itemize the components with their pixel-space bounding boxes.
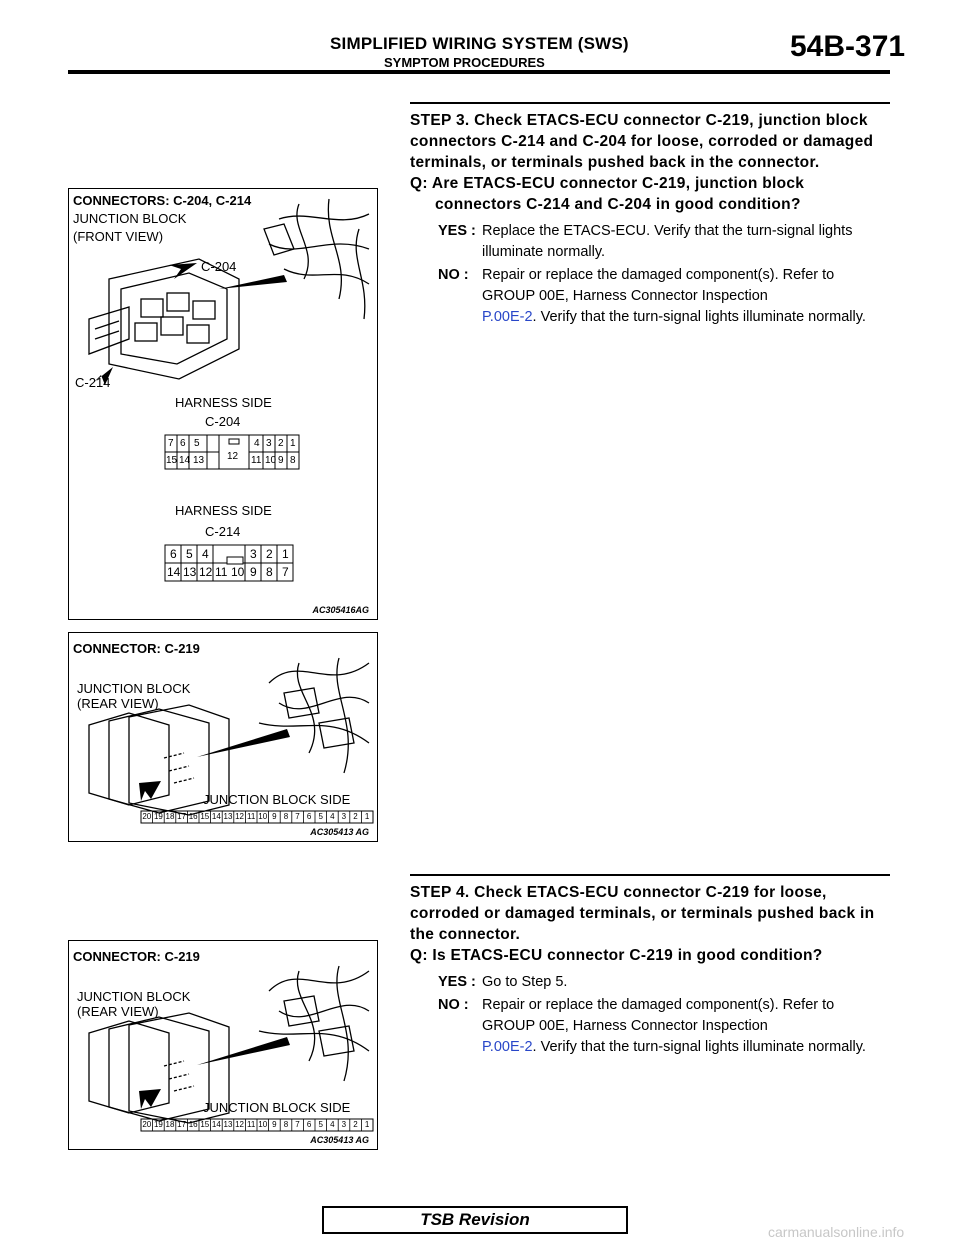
pin: 15 bbox=[200, 812, 210, 821]
pin: 9 bbox=[250, 565, 257, 579]
pin: 1 bbox=[290, 438, 296, 449]
no-key: NO : bbox=[438, 267, 469, 283]
step-4-title: STEP 4. Check ETACS-ECU connector C-219 for loose, corroded or damaged terminals, or terminals pushed back in the connector. bbox=[410, 884, 875, 943]
figure-3-pin-row bbox=[141, 1120, 373, 1129]
pin: 3 bbox=[250, 547, 257, 561]
yes-text: Replace the ETACS-ECU. Verify that the turn-signal lights illuminate normally. bbox=[482, 223, 853, 260]
figure-connector-c219-a bbox=[68, 632, 378, 842]
pin: 18 bbox=[165, 1120, 175, 1129]
step-3-no bbox=[410, 265, 890, 328]
pin: 4 bbox=[254, 438, 260, 449]
pin: 3 bbox=[341, 812, 347, 821]
connector-c204-label: C-204 bbox=[205, 414, 241, 429]
figure-1-jb-line1: JUNCTION BLOCK bbox=[73, 211, 187, 226]
pin: 2 bbox=[353, 1120, 358, 1129]
pin: 6 bbox=[306, 812, 312, 821]
step-4-rule bbox=[410, 874, 890, 876]
pin: 2 bbox=[266, 547, 273, 561]
pin: 8 bbox=[290, 455, 296, 466]
pin: 10 bbox=[231, 565, 245, 579]
step-4-yes bbox=[410, 972, 890, 993]
pin: 4 bbox=[202, 547, 209, 561]
pin: 1 bbox=[364, 1120, 370, 1129]
pin: 12 bbox=[235, 1120, 244, 1129]
pin: 11 bbox=[246, 1120, 256, 1129]
callout-c214: C-214 bbox=[75, 375, 111, 390]
pin: 19 bbox=[153, 812, 163, 821]
pin: 9 bbox=[278, 455, 284, 466]
pin: 17 bbox=[177, 812, 187, 821]
yes-key: YES : bbox=[438, 223, 476, 239]
pin: 12 bbox=[227, 451, 239, 462]
pin: 15 bbox=[200, 1120, 210, 1129]
figure-connectors-c204-c214 bbox=[68, 188, 378, 620]
figure-3-jb-line2: (REAR VIEW) bbox=[77, 1004, 159, 1019]
pin: 4 bbox=[330, 812, 335, 821]
pin: 5 bbox=[186, 547, 193, 561]
pin: 14 bbox=[211, 812, 221, 821]
step-3-rule bbox=[410, 102, 890, 104]
step-4-question: Q: Is ETACS-ECU connector C-219 in good condition? bbox=[410, 947, 823, 964]
yes-text: Go to Step 5. bbox=[482, 974, 568, 990]
pin: 11 bbox=[251, 455, 262, 466]
pin: 20 bbox=[142, 812, 152, 821]
figure-3-code: AC305413 AG bbox=[310, 1135, 369, 1145]
pin: 5 bbox=[318, 812, 323, 821]
pin: 2 bbox=[353, 812, 358, 821]
harness-side-label-2: HARNESS SIDE bbox=[175, 503, 272, 518]
pin: 1 bbox=[364, 812, 370, 821]
step-3-question: Q: Are ETACS-ECU connector C-219, junction block connectors C-214 and C-204 in good condition? bbox=[410, 175, 805, 213]
pin: 10 bbox=[258, 812, 268, 821]
pin: 7 bbox=[295, 812, 300, 821]
pin: 6 bbox=[306, 1120, 312, 1129]
figure-2-side-label: JUNCTION BLOCK SIDE bbox=[203, 792, 351, 807]
no-tail: . Verify that the turn-signal lights illuminate normally. bbox=[532, 1039, 866, 1055]
figure-2-code: AC305413 AG bbox=[310, 827, 369, 837]
group-00e-link[interactable]: P.00E-2 bbox=[482, 309, 533, 325]
section-subtitle: SYMPTOM PROCEDURES bbox=[384, 55, 545, 70]
pin: 5 bbox=[318, 1120, 323, 1129]
figure-3-side-label: JUNCTION BLOCK SIDE bbox=[203, 1100, 351, 1115]
pin: 8 bbox=[266, 565, 273, 579]
pin: 10 bbox=[258, 1120, 268, 1129]
pin: 13 bbox=[193, 455, 205, 466]
pin: 3 bbox=[266, 438, 272, 449]
figure-3-title: CONNECTOR: C-219 bbox=[73, 949, 200, 964]
pin: 11 bbox=[246, 812, 256, 821]
figure-1-jb-line2: (FRONT VIEW) bbox=[73, 229, 164, 244]
figure-connector-c219-b bbox=[68, 940, 378, 1150]
figure-3-jb-line1: JUNCTION BLOCK bbox=[77, 989, 191, 1004]
pin: 10 bbox=[265, 455, 277, 466]
pin: 6 bbox=[180, 438, 186, 449]
figure-2-jb-line1: JUNCTION BLOCK bbox=[77, 681, 191, 696]
pin: 8 bbox=[283, 1120, 289, 1129]
page-number: 54B-371 bbox=[790, 30, 906, 63]
figure-2-drawing bbox=[69, 633, 378, 842]
pin: 3 bbox=[341, 1120, 347, 1129]
pin: 7 bbox=[282, 565, 289, 579]
callout-c204: C-204 bbox=[201, 259, 237, 274]
no-text: Repair or replace the damaged component(s). Refer to GROUP 00E, Harness Connector Inspection bbox=[482, 267, 835, 304]
pin: 15 bbox=[166, 455, 178, 466]
pin: 13 bbox=[223, 1120, 233, 1129]
step-4 bbox=[410, 874, 890, 1058]
figure-2-pin-row bbox=[141, 812, 373, 821]
connector-c214-label: C-214 bbox=[205, 524, 241, 539]
pin: 4 bbox=[330, 1120, 335, 1129]
pin: 1 bbox=[282, 547, 289, 561]
figure-1-code: AC305416AG bbox=[312, 605, 369, 615]
pin: 14 bbox=[211, 1120, 221, 1129]
group-00e-link[interactable]: P.00E-2 bbox=[482, 1039, 533, 1055]
figure-1-title: CONNECTORS: C-204, C-214 bbox=[73, 193, 252, 208]
pin: 2 bbox=[278, 438, 284, 449]
pin: 17 bbox=[177, 1120, 187, 1129]
pin: 7 bbox=[168, 438, 174, 449]
no-text: Repair or replace the damaged component(s). Refer to GROUP 00E, Harness Connector Inspection bbox=[482, 997, 835, 1034]
pin: 13 bbox=[223, 812, 233, 821]
step-3 bbox=[410, 102, 890, 328]
pin: 14 bbox=[167, 565, 181, 579]
no-tail: . Verify that the turn-signal lights illuminate normally. bbox=[532, 309, 866, 325]
pin: 9 bbox=[272, 1120, 277, 1129]
pin: 16 bbox=[188, 812, 198, 821]
pin: 5 bbox=[194, 438, 200, 449]
pin: 8 bbox=[283, 812, 289, 821]
tsb-revision-box: TSB Revision bbox=[322, 1206, 628, 1234]
section-title: SIMPLIFIED WIRING SYSTEM (SWS) bbox=[330, 34, 629, 53]
yes-key: YES : bbox=[438, 974, 476, 990]
pin: 6 bbox=[170, 547, 177, 561]
pin: 9 bbox=[272, 812, 277, 821]
step-3-yes bbox=[410, 221, 890, 263]
harness-side-label-1: HARNESS SIDE bbox=[175, 395, 272, 410]
pin: 19 bbox=[153, 1120, 163, 1129]
watermark: carmanualsonline.info bbox=[768, 1224, 905, 1240]
step-4-no bbox=[410, 995, 890, 1058]
figure-3-drawing bbox=[69, 941, 378, 1150]
figure-2-title: CONNECTOR: C-219 bbox=[73, 641, 200, 656]
pin: 16 bbox=[188, 1120, 198, 1129]
no-key: NO : bbox=[438, 997, 469, 1013]
pin: 20 bbox=[142, 1120, 152, 1129]
pin: 11 bbox=[215, 565, 228, 579]
pin: 18 bbox=[165, 812, 175, 821]
pin: 13 bbox=[183, 565, 197, 579]
figure-2-jb-line2: (REAR VIEW) bbox=[77, 696, 159, 711]
pin: 12 bbox=[199, 565, 213, 579]
pin: 12 bbox=[235, 812, 244, 821]
pin: 7 bbox=[295, 1120, 300, 1129]
step-3-title: STEP 3. Check ETACS-ECU connector C-219, junction block connectors C-214 and C-204 for loose, corroded or damaged terminals, or terminals pushed back in the connector. bbox=[410, 112, 874, 171]
pin: 14 bbox=[179, 455, 191, 466]
header-rule bbox=[68, 70, 890, 74]
